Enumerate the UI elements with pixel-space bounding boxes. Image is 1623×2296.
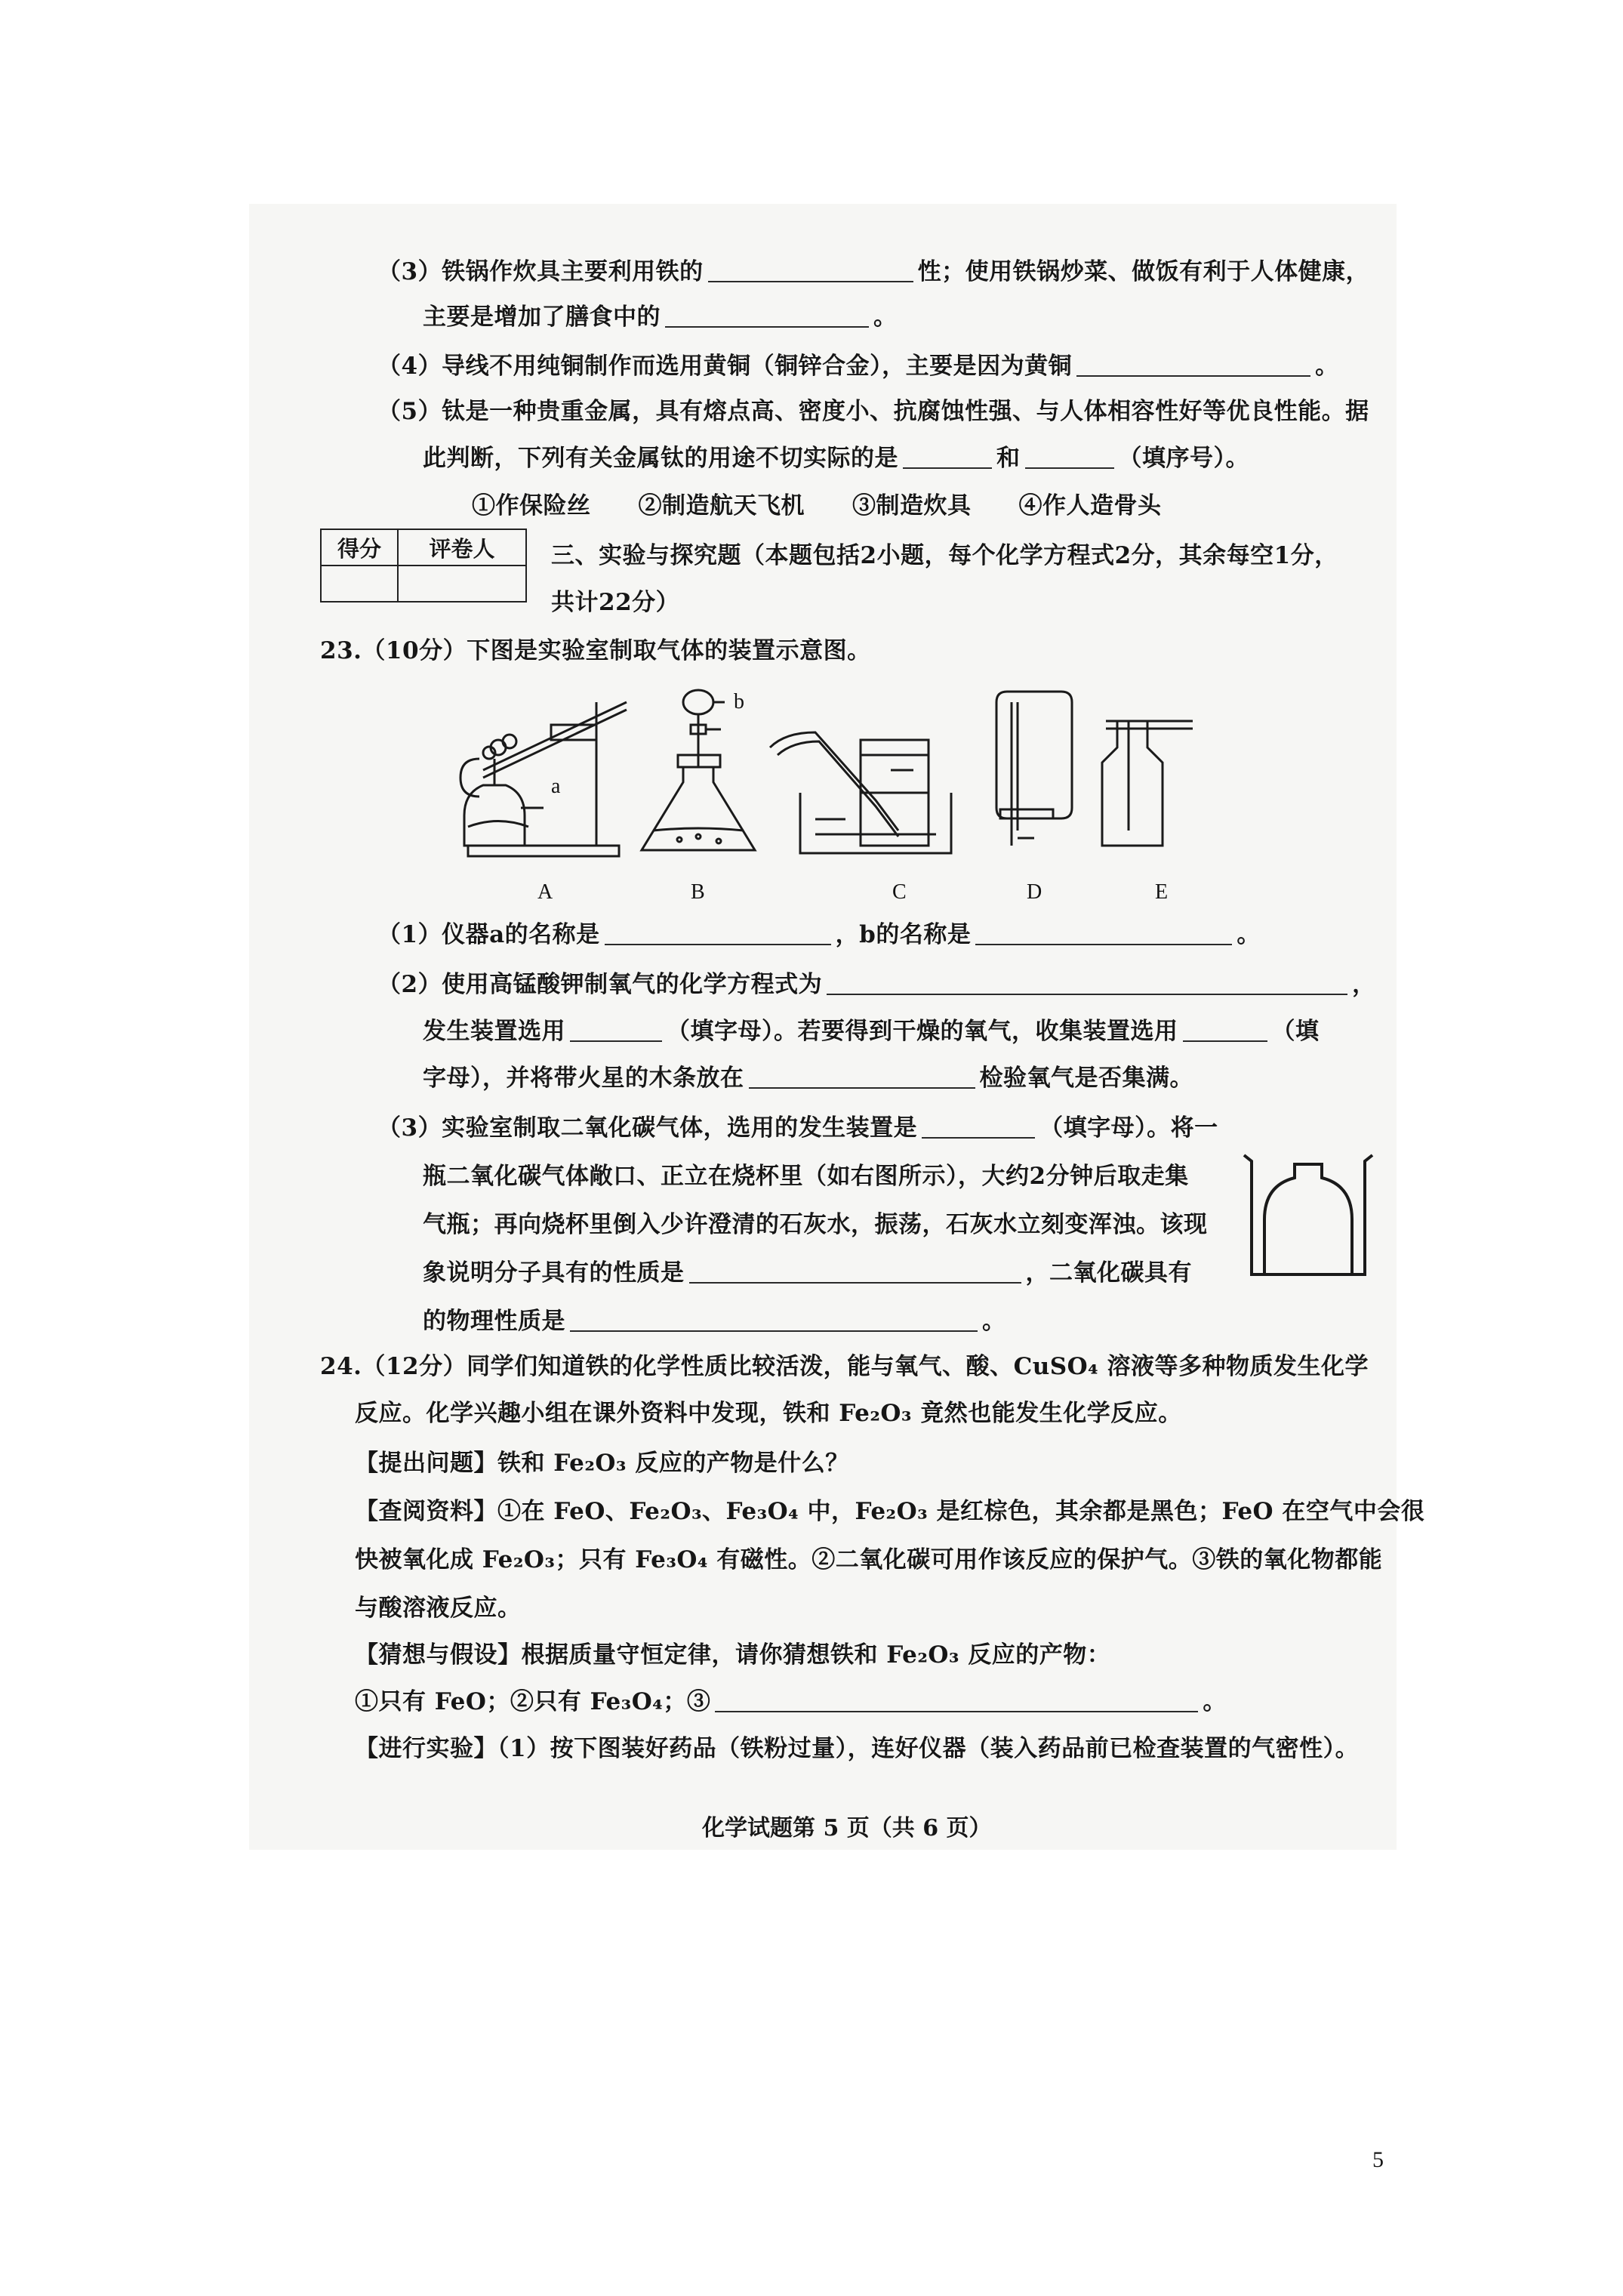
score-cell[interactable]: [321, 566, 398, 602]
answer-blank[interactable]: [665, 304, 869, 328]
label-a: a: [551, 775, 561, 798]
answer-blank[interactable]: [1183, 1018, 1267, 1042]
score-table: [320, 529, 527, 603]
answer-blank[interactable]: [715, 1688, 1198, 1712]
section3-heading-line1: 三、实验与探究题（本题包括2小题，每个化学方程式2分，其余每空1分，: [551, 542, 1338, 569]
grader-header: 评卷人: [398, 529, 526, 566]
q23-part2-line2: 发生装置选用 （填字母）。若要得到干燥的氧气，收集装置选用 （填: [423, 1018, 1320, 1045]
q23-part3-line4: 象说明分子具有的性质是 ，二氧化碳具有: [423, 1259, 1192, 1287]
beaker-with-gas-bottle: [1238, 1148, 1381, 1284]
q24-hypothesis-options: ①只有 FeO；②只有 Fe₃O₄；③ 。: [355, 1688, 1227, 1715]
answer-blank[interactable]: [975, 921, 1232, 945]
answer-blank[interactable]: [605, 921, 831, 945]
q23-part3-line3: 气瓶；再向烧杯里倒入少许澄清的石灰水，振荡，石灰水立刻变浑浊。该现: [423, 1211, 1208, 1238]
apparatus-c-water-trough: [770, 732, 951, 853]
q24-materials-line3: 与酸溶液反应。: [355, 1595, 522, 1622]
q23-part3-line1: （3）实验室制取二氧化碳气体，选用的发生装置是 （填字母）。将一: [377, 1114, 1218, 1142]
q23-part3-line2: 瓶二氧化碳气体敞口、正立在烧杯里（如右图所示），大约2分钟后取走集: [423, 1163, 1189, 1190]
q24-line1: 24.（12分）同学们知道铁的化学性质比较活泼，能与氧气、酸、CuSO₄ 溶液等多种物质发生化学: [320, 1353, 1369, 1380]
q24-materials-line1: 【查阅资料】①在 FeO、Fe₂O₃、Fe₃O₄ 中，Fe₂O₃ 是红棕色，其余都是黑色；FeO 在空气中会很: [355, 1498, 1425, 1525]
answer-blank[interactable]: [570, 1308, 978, 1332]
answer-blank[interactable]: [1076, 353, 1310, 377]
section3-heading-line2: 共计22分）: [551, 589, 680, 616]
answer-blank[interactable]: [749, 1065, 975, 1089]
answer-blank[interactable]: [689, 1259, 1021, 1284]
answer-blank[interactable]: [922, 1114, 1035, 1139]
q23-part2-line1: （2）使用高锰酸钾制氧气的化学方程式为 ，: [377, 971, 1376, 998]
q22-options: ①作保险丝 ②制造航天飞机 ③制造炊具 ④作人造骨头: [472, 492, 1162, 519]
apparatus-b-flask-setup: [642, 690, 755, 850]
q23-title: 23.（10分）下图是实验室制取气体的装置示意图。: [320, 637, 871, 664]
apparatus-e-gas-bottle: [1102, 721, 1193, 846]
page-footer: 化学试题第 5 页（共 6 页）: [702, 1815, 992, 1841]
apparatus-d-gas-bottle: [996, 692, 1072, 846]
answer-blank[interactable]: [903, 445, 992, 469]
q24-question: 【提出问题】铁和 Fe₂O₃ 反应的产物是什么？: [355, 1450, 849, 1477]
q22-part5-line2: 此判断，下列有关金属钛的用途不切实际的是 和 （填序号）。: [423, 445, 1249, 472]
page-number: 5: [1372, 2147, 1384, 2172]
q23-part2-line3: 字母），并将带火星的木条放在 检验氧气是否集满。: [423, 1065, 1193, 1092]
answer-blank[interactable]: [708, 258, 913, 282]
gas-bottle-icon: [1264, 1164, 1352, 1274]
answer-blank[interactable]: [570, 1018, 662, 1042]
label-D: D: [1027, 880, 1042, 904]
q22-part4: （4）导线不用纯铜制作而选用黄铜（铜锌合金），主要是因为黄铜 。: [377, 353, 1339, 380]
answer-blank[interactable]: [827, 971, 1347, 995]
q23-part3-line5: 的物理性质是 。: [423, 1308, 1006, 1335]
answer-blank[interactable]: [1025, 445, 1114, 469]
q24-line2: 反应。化学兴趣小组在课外资料中发现，铁和 Fe₂O₃ 竟然也能发生化学反应。: [355, 1400, 1182, 1427]
label-C: C: [892, 880, 907, 904]
q22-part3-line2: 主要是增加了膳食中的 。: [423, 304, 898, 331]
q22-part5-line1: （5）钛是一种贵重金属，具有熔点高、密度小、抗腐蚀性强、与人体相容性好等优良性能。据: [377, 398, 1369, 425]
label-b: b: [734, 690, 744, 713]
apparatus-diagram: [438, 680, 1238, 921]
label-B: B: [691, 880, 705, 904]
q22-part3-line1: （3）铁锅作炊具主要利用铁的 性；使用铁锅炒菜、做饭有利于人体健康，: [377, 258, 1370, 285]
score-header: 得分: [321, 529, 398, 566]
q24-hypothesis: 【猜想与假设】根据质量守恒定律，请你猜想铁和 Fe₂O₃ 反应的产物：: [355, 1641, 1111, 1669]
q23-part1: （1）仪器a的名称是 ，b的名称是 。: [377, 921, 1261, 948]
label-E: E: [1155, 880, 1169, 904]
label-A: A: [537, 880, 553, 904]
q24-materials-line2: 快被氧化成 Fe₂O₃；只有 Fe₃O₄ 有磁性。②二氧化碳可用作该反应的保护气。③铁的氧化物都能: [355, 1546, 1383, 1573]
apparatus-a-heating-setup: [460, 702, 627, 856]
grader-cell[interactable]: [398, 566, 526, 602]
q24-experiment: 【进行实验】（1）按下图装好药品（铁粉过量），连好仪器（装入药品前已检查装置的气密性）。: [355, 1735, 1360, 1762]
